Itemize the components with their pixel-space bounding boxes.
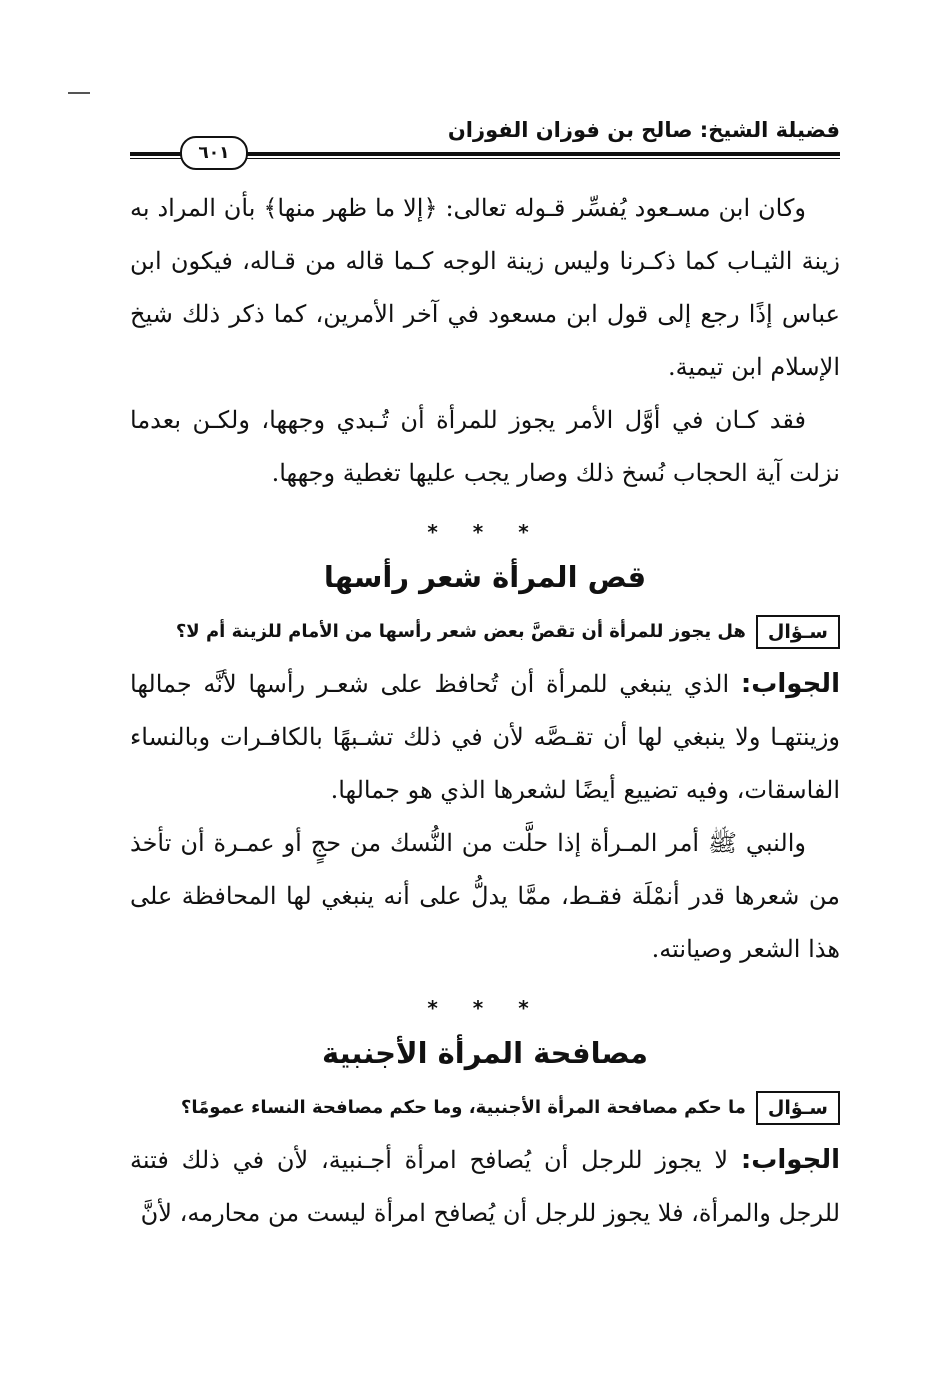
scan-mark (68, 92, 90, 94)
paragraph: وكان ابن مسـعود يُفسِّر قـوله تعالى: ﴿إلا ما ظهر منها﴾ بأن المراد به زينة الثيـاب كما ذكـرنا وليس زينة الوجه كـما قاله من قـاله، فيكون ابن عباس إذًا رجع إلى قول ابن مسعود في آخر الأمرين، كما ذكر ذلك شيخ الإسلام ابن تيمية. (130, 194, 840, 381)
section-separator: * * * (427, 996, 543, 1020)
question-label: سـؤال (756, 615, 840, 649)
question (130, 610, 840, 654)
section-separator: * * * (427, 520, 543, 544)
question-text: ما حكم مصافحة المرأة الأجنبية، وما حكم مصافحة النساء عمومًا؟ (180, 1097, 746, 1118)
paragraph: والنبي ﷺ أمر المـرأة إذا حلَّت من النُّسك من حجٍ أو عمـرة أن تأخذ من شعرها قدر أنمْلَة فقـط، ممَّا يدلُّ على أنه ينبغي لها المحافظة على هذا الشعر وصيانته. (130, 829, 840, 963)
answer-text: الذي ينبغي للمرأة أن تُحافظ على شعـر رأسها لأنَّه جمالها وزينتهـا ولا ينبغي لها أن تقـصَّه لأن في ذلك تشـبهًا بالكافـرات وبالنساء الفاسقات، وفيه تضييع أيضًا لشعرها الذي هو جمالها. (130, 670, 840, 804)
header-left-bar (130, 152, 174, 156)
question (130, 1086, 840, 1130)
answer (130, 658, 840, 817)
question-label: سـؤال (756, 1091, 840, 1125)
running-header (130, 112, 840, 164)
header-left-bar-thin (130, 158, 174, 159)
header-title: فضيلة الشيخ: صالح بن فوزان الفوزان (447, 118, 840, 142)
paragraph: فقد كـان في أوَّل الأمر يجوز للمرأة أن تُـبدي وجهها، ولكـن بعدما نزلت آية الحجاب نُسخ ذلك وصار يجب عليها تغطية وجهها. (130, 406, 840, 487)
section-title: مصافحة المرأة الأجنبية (322, 1036, 648, 1070)
page-body (130, 182, 840, 1240)
answer (130, 1134, 840, 1240)
section-title: قص المرأة شعر رأسها (323, 560, 647, 594)
answer-text: لا يجوز للرجل أن يُصافح امرأة أجـنبية، لأن في ذلك فتنة للرجل والمرأة، فلا يجوز للرجل أن يُصافح امرأة ليست من محارمه، لأنَّ (130, 1146, 840, 1227)
page-number: ٦٠١ (180, 136, 248, 170)
answer-label: الجواب: (740, 669, 840, 699)
answer-label: الجواب: (740, 1145, 840, 1175)
question-text: هل يجوز للمرأة أن تقصَّ بعض شعر رأسها من الأمام للزينة أم لا؟ (175, 621, 746, 642)
